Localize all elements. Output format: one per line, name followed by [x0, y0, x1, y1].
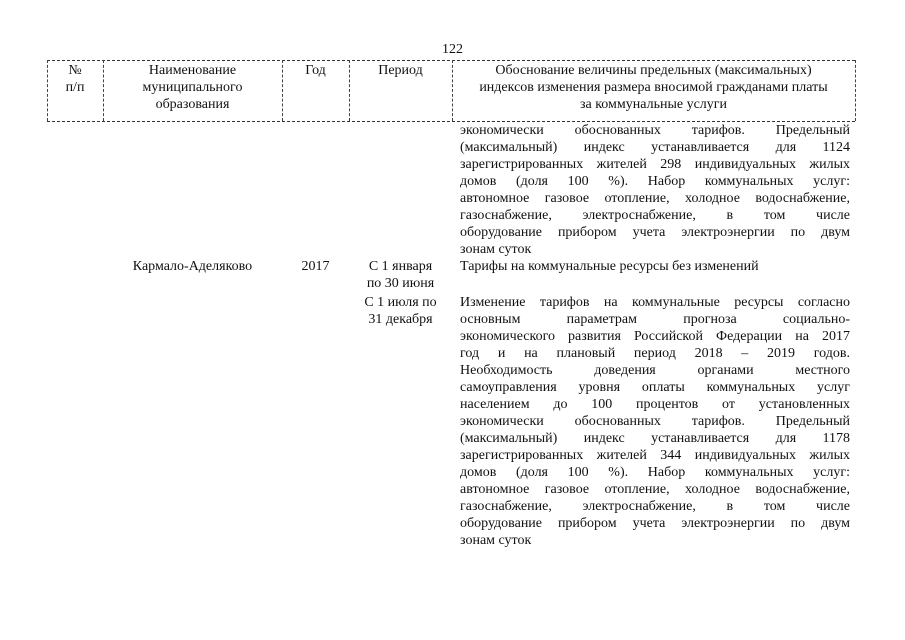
period-line: 31 декабря [368, 312, 433, 327]
text-line: экономически обоснованных тарифов. Предельный [460, 414, 850, 429]
text-line: газоснабжение, электроснабжение, в том числе [460, 499, 850, 514]
basis-first-half: Тарифы на коммунальные ресурсы без изменений [460, 259, 759, 274]
text-line: зарегистрированных жителей 298 индивидуальных жилых [460, 157, 850, 172]
text-line: (максимальный) индекс устанавливается для 1124 [460, 140, 850, 155]
text-line: зонам суток [460, 242, 532, 257]
header-basis: Обоснование величины предельных (максимальных) индексов изменения размера вносимой гражданами платы за коммунальные услуги [479, 63, 828, 112]
text-line: (максимальный) индекс устанавливается для 1178 [460, 431, 850, 446]
header-top-rule [47, 60, 855, 61]
text-line: домов (доля 100 %). Набор коммунальных услуг: [460, 174, 850, 189]
period-line: С 1 июля по [364, 295, 437, 310]
text-line: автономное газовое отопление, холодное водоснабжение, [460, 482, 850, 497]
text-line: зонам суток [460, 533, 532, 548]
continuation-text [460, 122, 850, 258]
period-line: С 1 января [368, 259, 433, 274]
page-number: 122 [442, 42, 463, 57]
header-period: Период [378, 63, 423, 78]
period-line: по 30 июня [366, 276, 435, 291]
text-line: самоуправления уровня оплаты коммунальных услуг [460, 380, 850, 395]
header-num: № п/п [65, 63, 85, 95]
text-line: зарегистрированных жителей 344 индивидуальных жилых [460, 448, 850, 463]
text-line: газоснабжение, электроснабжение, в том числе [460, 208, 850, 223]
basis-second-half [460, 294, 850, 549]
municipality-name: Кармало-Аделяково [132, 259, 253, 274]
text-line: населением до 100 процентов от установленных [460, 397, 850, 412]
text-line: оборудование прибором учета электроэнергии по двум [460, 225, 850, 240]
text-line: экономически обоснованных тарифов. Предельный [460, 123, 850, 138]
header-municipality: Наименование муниципального образования [142, 63, 243, 112]
text-line: Изменение тарифов на коммунальные ресурсы согласно [460, 295, 850, 310]
period-second-half [349, 294, 452, 328]
period-first-half [349, 258, 452, 292]
column-divider [855, 60, 856, 121]
text-line: домов (доля 100 %). Набор коммунальных услуг: [460, 465, 850, 480]
text-line: автономное газовое отопление, холодное водоснабжение, [460, 191, 850, 206]
text-line: экономического развития Российской Федерации на 2017 [460, 329, 850, 344]
header-year: Год [305, 63, 326, 78]
text-line: год и на плановый период 2018 – 2019 годов. [460, 346, 850, 361]
text-line: оборудование прибором учета электроэнергии по двум [460, 516, 850, 531]
row-year: 2017 [301, 259, 330, 274]
text-line: Необходимость доведения органами местного [460, 363, 850, 378]
text-line: основным параметрам прогноза социально- [460, 312, 850, 327]
